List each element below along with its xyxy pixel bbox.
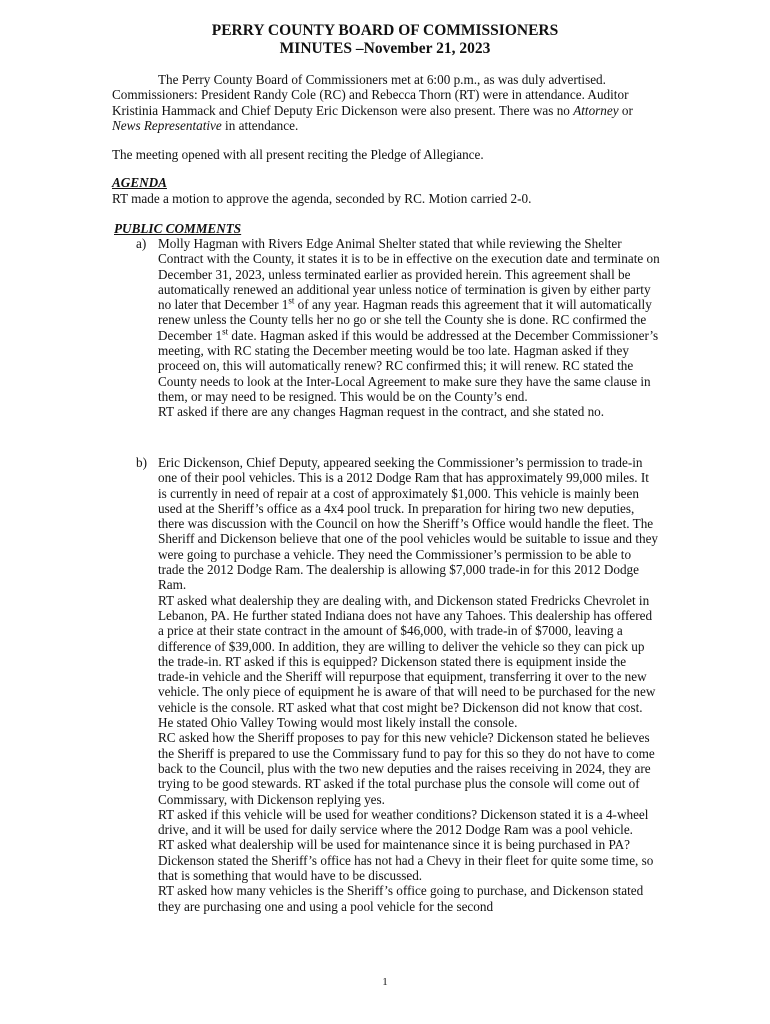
- item-b-paragraph-1: Eric Dickenson, Chief Deputy, appeared seeking the Commissioner’s permission to trade-in one of their pool vehicles. This is a 2012 Dodge Ram that has approximately 99,000 miles. It is currently in need of repair at a cost of approximately $1,000. This vehicle is mainly been used at the Sheriff’s office as a 4x4 pool truck. In preparation for hiring two new deputies, there was discussion with the Council on how the Sheriff’s Office would handle the fleet. The Sheriff and Dickenson believe that one of the pool vehicles would be suitable to issue and they were going to purchase a vehicle. They need the Commissioner’s permission to be able to trade the 2012 Dodge Ram. The dealership is allowing $7,000 trade-in for this 2012 Dodge Ram.: [158, 455, 659, 593]
- page-number: 1: [382, 976, 388, 988]
- agenda-text: RT made a motion to approve the agenda, seconded by RC. Motion carried 2-0.: [112, 191, 532, 206]
- item-a-sup-1: st: [288, 295, 295, 306]
- item-a-paragraph-1: [158, 236, 660, 404]
- item-a-sup-2: st: [222, 326, 229, 337]
- item-b-marker: b): [136, 455, 147, 470]
- item-b-paragraph-4: RT asked if this vehicle will be used for weather conditions? Dickenson stated it is a 4-wheel drive, and it will be used for daily service where the 2012 Dodge Ram was a pool vehicle.: [158, 806, 649, 838]
- item-b-paragraph-6: RT asked how many vehicles is the Sheriff’s office going to purchase, and Dickenson stated they are purchasing one and using a pool vehicle for the second: [158, 883, 644, 914]
- comment-item-b: [136, 455, 660, 914]
- document-subtitle: MINUTES –November 21, 2023: [279, 40, 491, 57]
- agenda-heading: AGENDA: [112, 175, 167, 190]
- intro-paragraph: [112, 72, 660, 133]
- public-comments-heading: PUBLIC COMMENTS: [114, 221, 242, 236]
- comment-item-a: [136, 236, 660, 420]
- item-a-paragraph-2: RT asked if there are any changes Hagman request in the contract, and she stated no.: [158, 404, 605, 420]
- item-b-paragraph-2: RT asked what dealership they are dealing with, and Dickenson stated Fredricks Chevrolet in Lebanon, PA. He further stated Indiana does not have any Tahoes. This dealership has offered a price at their state contract in the amount of $46,000, with trade-in of $7000, leaving a difference of $39,000. In addition, they are willing to deliver the vehicle so they can pick up the trade-in. RT asked if this is equipped? Dickenson stated there is equipment inside the trade-in vehicle and the Sheriff will repurpose that equipment, transferring it over to the new vehicle. The only piece of equipment he is aware of that will need to be purchased for the new vehicle is the console. RT asked what that cost might be? Dickenson did not know that cost. He stated Ohio Valley Towing would most likely install the console.: [158, 592, 656, 731]
- item-a-text-1: Molly Hagman with Rivers Edge Animal Shelter stated that while reviewing the Shelter Contract with the County, it states it is to be in effective on the execution date and terminate on December 31, 2023, unless terminated earlier as provided herein. This agreement shall be automatically renewed an additional year unless notice of termination is given by either party no later that December 1: [158, 236, 660, 313]
- intro-or: or: [618, 102, 633, 118]
- intro-text: The Perry County Board of Commissioners met at 6:00 p.m., as was duly advertised. Commissioners: President Randy Cole (RC) and Rebecca Thorn (RT) were in attendance. Auditor Kristinia Hammack and Chief Deputy Eric Dickenson were also present. There was no: [112, 72, 629, 118]
- intro-end: in attendance.: [221, 117, 299, 133]
- item-a-text-3: date. Hagman asked if this would be addressed at the December Commissioner’s meeting, with RC stating the December meeting would be too late. Hagman asked if they proceed on, this will automatically renew? RC confirmed this; it will renew. RC stated the County needs to look at the Inter-Local Agreement to make sure they have the same clause in them, or may need to be resigned. This would be on the County’s end.: [158, 327, 659, 404]
- intro-attorney: Attorney: [573, 102, 619, 118]
- item-a-text-2: of any year. Hagman reads this agreement that it will automatically renew unless the County tells her no go or she tell the County she is done. RC confirmed the December 1: [158, 297, 652, 343]
- intro-news: News Representative: [112, 117, 222, 133]
- item-a-marker: a): [136, 236, 147, 251]
- pledge-paragraph: The meeting opened with all present reciting the Pledge of Allegiance.: [112, 147, 484, 162]
- item-b-paragraph-3: RC asked how the Sheriff proposes to pay for this new vehicle? Dickenson stated he believes the Sheriff is prepared to use the Commissary fund to pay for this so they do not have to come back to the Council, plus with the two new deputies and the raises receiving in 2024, they are trying to be good stewards. RT asked if the total purchase plus the console will come out of Commissary, with Dickenson replying yes.: [158, 730, 655, 807]
- item-b-paragraph-5: RT asked what dealership will be used for maintenance since it is being purchased in PA? Dickenson stated the Sheriff’s office has not had a Chevy in their fleet for quite some time, so that is something that would have to be discussed.: [158, 837, 654, 884]
- document-title: PERRY COUNTY BOARD OF COMMISSIONERS: [211, 22, 559, 39]
